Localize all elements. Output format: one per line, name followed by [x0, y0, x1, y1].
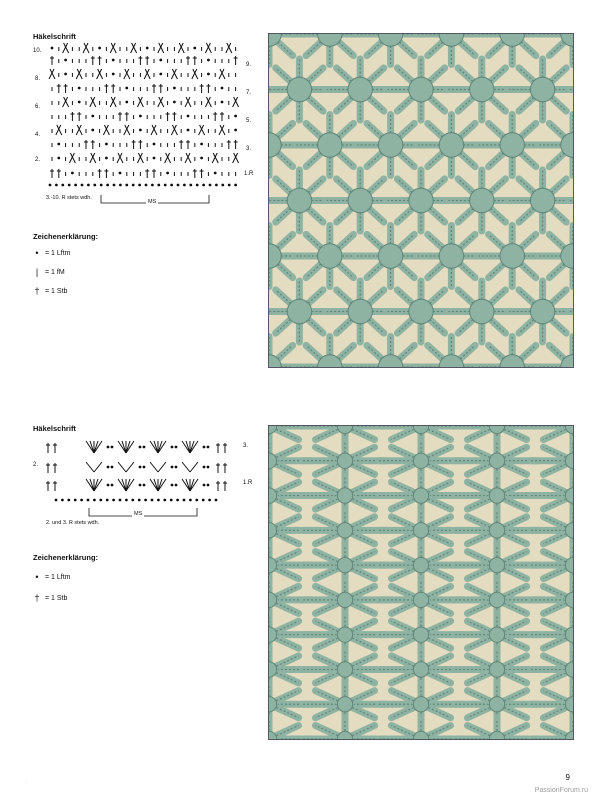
page-mark: ·: [25, 780, 27, 786]
legend-item: • = 1 Lftm: [33, 248, 70, 258]
row-number: 4.: [35, 132, 41, 138]
row-number: 6.: [35, 104, 41, 110]
ms-label: MS: [134, 511, 143, 517]
row-number: 8.: [35, 76, 41, 82]
legend-item: • = 1 Lftm: [33, 572, 70, 582]
legend-item: † = 1 Stb: [34, 593, 68, 603]
chart-title: Häkelschrift: [33, 32, 76, 41]
crochet-chart-2: [44, 435, 244, 505]
row-number: 5.: [246, 118, 252, 124]
pattern-section-2: [0, 380, 600, 760]
double-crochet-cross-icon: †: [34, 286, 40, 296]
chain-stitch-dot-icon: •: [35, 572, 39, 582]
legend-title: Zeichenerklärung:: [33, 232, 99, 241]
repeat-note: 3.-10. R stets wdh.: [46, 195, 92, 201]
repeat-note: 2. und 3. R stets wdh.: [46, 520, 100, 526]
row-number: 3.: [246, 146, 252, 152]
row-number: 7.: [246, 90, 252, 96]
row-number: 3.: [243, 443, 249, 449]
single-crochet-bar-icon: |: [35, 267, 39, 277]
row-number: 10.: [33, 48, 42, 54]
legend-title: Zeichenerklärung:: [33, 553, 99, 562]
row-number: 9.: [246, 62, 252, 68]
row-number: 2.: [33, 462, 39, 468]
ms-label: MS: [148, 199, 157, 205]
row-number: 1.R: [244, 171, 254, 177]
chart-title: Häkelschrift: [33, 424, 76, 433]
stitch-sample-photo-1: [268, 33, 574, 368]
watermark: PassionForum.ru: [534, 787, 588, 794]
legend-item: † = 1 Stb: [34, 286, 68, 296]
crochet-chart-1: [44, 40, 244, 190]
chain-stitch-dot-icon: •: [35, 248, 39, 258]
row-number: 2.: [35, 157, 41, 163]
stitch-sample-photo-2: [268, 425, 574, 740]
pattern-section-1: [0, 0, 600, 380]
double-crochet-cross-icon: †: [34, 593, 40, 603]
legend-item: | = 1 fM: [33, 267, 65, 277]
page-number: 9: [565, 773, 570, 782]
row-number: 1.R: [243, 480, 253, 486]
